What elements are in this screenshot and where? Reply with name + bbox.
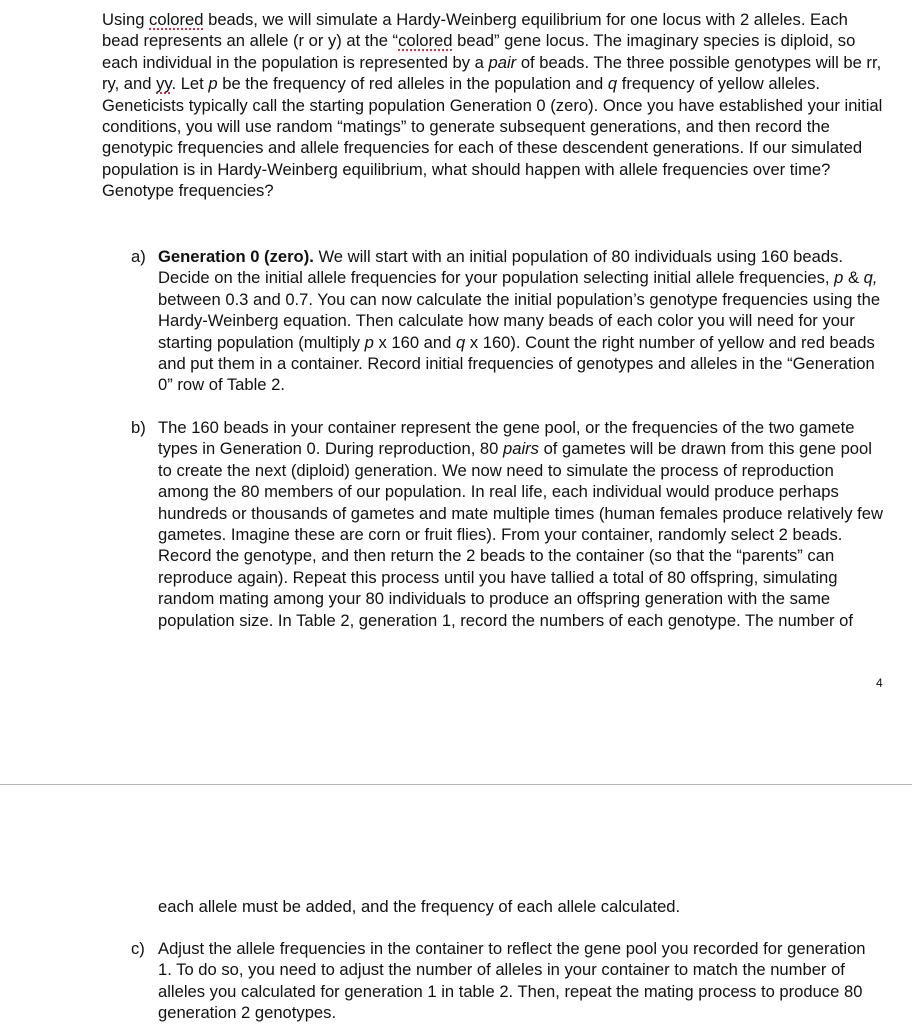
list-item-text: x 160 and <box>373 332 456 352</box>
intro-text: bead” gene locus. The imaginary species is diploid, so each individual in the population is represented by a <box>102 31 856 72</box>
list-item-text: We will start with an initial population of 80 individuals using 160 beads. Decide on the initial allele frequencies for your population selecting initial allele frequencies, <box>158 247 843 288</box>
intro-emphasis: pair <box>488 52 517 72</box>
list-item-emphasis: p <box>364 332 374 352</box>
list-item-text: between 0.3 and 0.7. You can now calculate the initial population’s genotype frequencies using the Hardy-Weinberg equation. Then calculate how many beads of each color you will need for your starting population (multiply <box>158 289 881 352</box>
list-item-text: of gametes will be drawn from this gene pool to create the next (diploid) generation. We now need to simulate the process of reproduction among the 80 members of our population. In real life, each individual would produce perhaps hundreds or thousands of gametes and mate multiple times (human females produce relatively few gametes. Imagine these are corn or fruit flies). From your container, randomly select 2 beads. Record the genotype, and then return the 2 beads to the container (so that the “parents” can reproduce again). Repeat this process until you have tallied a total of 80 offspring, simulating random mating among your 80 individuals to produce an offspring generation with the same population size. In Table 2, generation 1, record the numbers of each genotype. The number of <box>158 439 883 630</box>
intro-text: . Let <box>171 74 209 94</box>
spellcheck-word[interactable]: colored <box>149 10 204 29</box>
intro-emphasis: p <box>208 74 218 94</box>
spellcheck-word[interactable]: colored <box>398 31 453 51</box>
list-item-body <box>158 246 883 396</box>
continued-paragraph: each allele must be added, and the frequency of each allele calculated. <box>158 897 681 916</box>
list-item-emphasis: q, <box>863 268 878 288</box>
list-item-emphasis: p <box>834 268 844 288</box>
intro-text: Using <box>102 10 150 29</box>
list-item-emphasis: q <box>455 332 466 352</box>
list-marker: c) <box>131 939 145 958</box>
intro-text: frequency of yellow alleles. Geneticists typically call the starting population Generation 0 (zero). Once you have established your initial conditions, you will use random “matings” to generate subsequent generations, and then record the genotypic frequencies and allele frequencies for each of these descendent generations. If our simulated population is in Hardy-Weinberg equilibrium, what should happen with allele frequencies over time? Genotype frequencies? <box>102 74 883 201</box>
intro-text: be the frequency of red alleles in the population and <box>217 74 608 94</box>
list-item-emphasis: pairs <box>503 439 539 459</box>
spellcheck-word[interactable]: yy <box>156 74 172 94</box>
page-break <box>0 784 912 785</box>
list-marker: a) <box>131 247 146 266</box>
list-item-text: x 160). Count the right number of yellow and red beads and put them in a container. Record initial frequencies of genotypes and alleles in the “Generation 0” row of Table 2. <box>158 332 875 395</box>
intro-emphasis: q <box>607 74 618 94</box>
page-number: 4 <box>876 676 883 690</box>
list-item-body: Adjust the allele frequencies in the container to reflect the gene pool you recorded for generation 1. To do so, you need to adjust the number of alleles in your container to match the number of alleles you calculated for generation 1 in table 2. Then, repeat the mating process to produce 80 generation 2 genotypes. <box>158 939 866 1023</box>
list-item-heading: Generation 0 (zero). <box>158 247 314 266</box>
list-item-body <box>158 417 883 631</box>
list-item-text: The 160 beads in your container represent the gene pool, or the frequencies of the two gamete types in Generation 0. During reproduction, 80 <box>158 418 855 459</box>
intro-paragraph <box>102 9 887 202</box>
list-marker: b) <box>131 418 146 437</box>
intro-text: beads, we will simulate a Hardy-Weinberg equilibrium for one locus with 2 alleles. Each bead represents an allele (r or y) at the “ <box>102 10 848 51</box>
list-item-text: & <box>843 268 864 288</box>
intro-text: of beads. The three possible genotypes will be rr, ry, and <box>102 52 882 94</box>
